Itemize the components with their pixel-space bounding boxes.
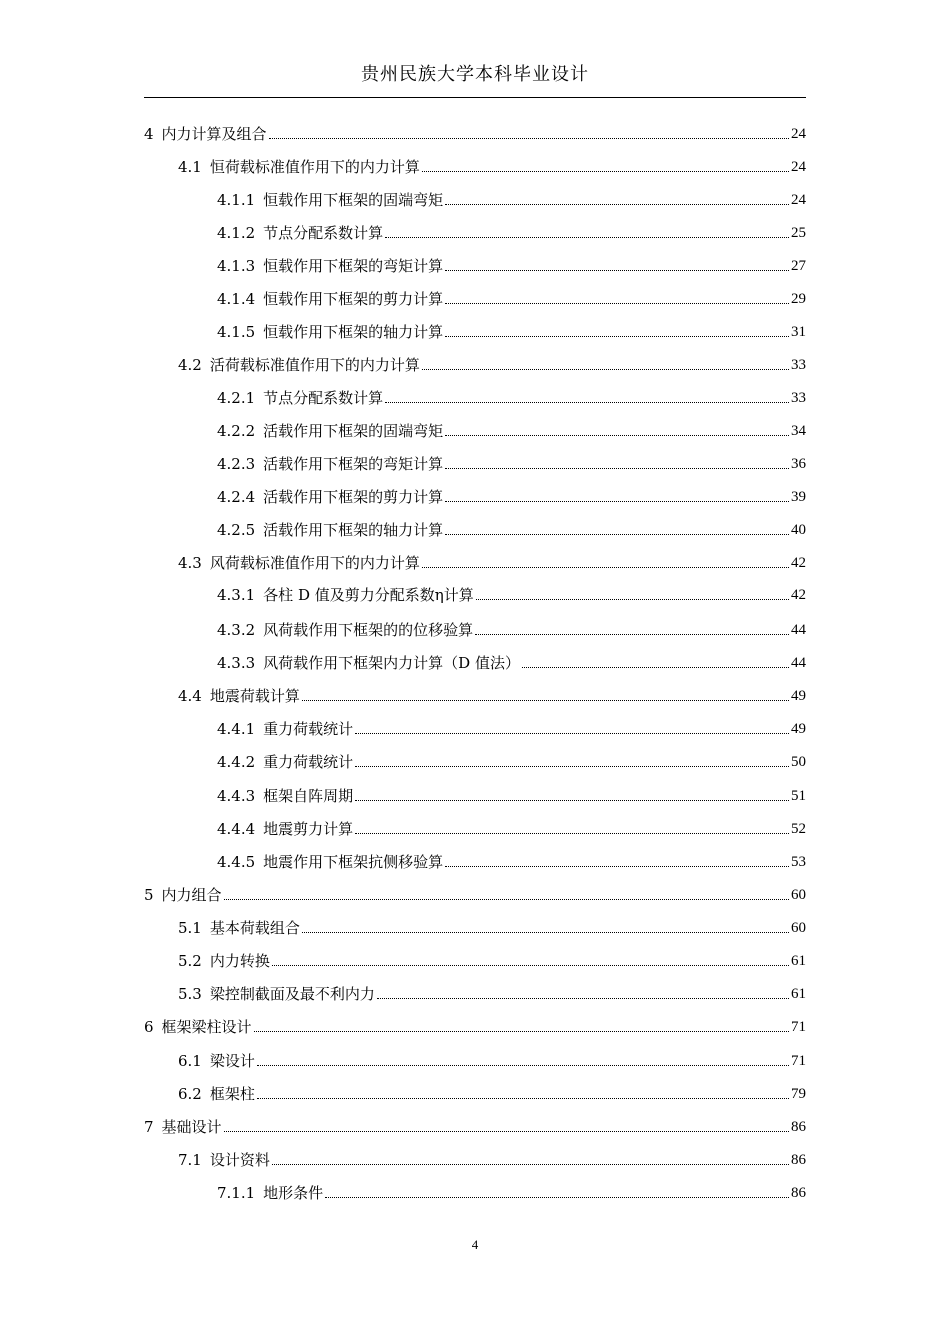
- toc-entry-number: 5: [144, 886, 154, 904]
- toc-entry-title: 风荷载标准值作用下的内力计算: [209, 554, 420, 572]
- toc-dot-leader: [445, 534, 789, 535]
- toc-entry-title: 活载作用下框架的轴力计算: [263, 521, 444, 539]
- toc-entry-number: 4.1: [178, 158, 202, 176]
- toc-dot-leader: [272, 965, 789, 966]
- toc-entry-page: 27: [791, 258, 806, 274]
- toc-entry[interactable]: [217, 322, 806, 342]
- toc-dot-leader: [476, 599, 789, 600]
- toc-entry-number: 4.1.5: [217, 323, 256, 341]
- toc-entry-page: 34: [791, 423, 806, 439]
- toc-entry-number: 4.4.5: [217, 853, 256, 871]
- toc-dot-leader: [257, 1065, 789, 1066]
- toc-entry-number: 4.4.1: [217, 720, 256, 738]
- toc-entry-number: 6.2: [178, 1085, 202, 1103]
- toc-entry-number: 4.4: [178, 687, 202, 705]
- toc-entry-title: 梁控制截面及最不利内力: [209, 985, 375, 1003]
- toc-entry-page: 24: [791, 159, 806, 175]
- toc-entry-page: 52: [791, 821, 806, 837]
- toc-entry-page: 60: [791, 920, 806, 936]
- toc-entry-page: 79: [791, 1086, 806, 1102]
- toc-entry-title: 活载作用下框架的弯矩计算: [263, 455, 444, 473]
- toc-entry-title: 地震荷载计算: [209, 687, 300, 705]
- toc-entry-page: 44: [791, 622, 806, 638]
- toc-entry[interactable]: [178, 918, 806, 938]
- toc-entry-title: 活载作用下框架的固端弯矩: [263, 422, 444, 440]
- toc-entry-title: 活载作用下框架的剪力计算: [263, 488, 444, 506]
- toc-dot-leader: [355, 833, 789, 834]
- toc-entry-title: 活荷载标准值作用下的内力计算: [209, 356, 420, 374]
- toc-entry-page: 42: [791, 587, 806, 603]
- toc-entry[interactable]: [217, 786, 806, 806]
- toc-entry-title: 地形条件: [263, 1184, 324, 1202]
- toc-entry[interactable]: [178, 686, 806, 706]
- toc-dot-leader: [355, 766, 789, 767]
- toc-entry[interactable]: [217, 289, 806, 309]
- toc-entry[interactable]: [217, 653, 806, 673]
- toc-entry-number: 4.4.4: [217, 820, 256, 838]
- toc-entry-title: 框架自阵周期: [263, 787, 354, 805]
- toc-entry[interactable]: [178, 984, 806, 1004]
- toc-entry-title: 恒荷载标准值作用下的内力计算: [209, 158, 420, 176]
- toc-dot-leader: [445, 435, 789, 436]
- toc-entry-number: 4.2.2: [217, 422, 256, 440]
- toc-entry[interactable]: [178, 553, 806, 573]
- toc-dot-leader: [445, 501, 789, 502]
- toc-entry[interactable]: [144, 1017, 806, 1037]
- toc-dot-leader: [445, 270, 789, 271]
- toc-entry-page: 61: [791, 986, 806, 1002]
- toc-entry-number: 7.1.1: [217, 1184, 256, 1202]
- toc-dot-leader: [325, 1197, 789, 1198]
- toc-entry-page: 31: [791, 324, 806, 340]
- toc-entry[interactable]: [217, 388, 806, 408]
- toc-entry[interactable]: [217, 487, 806, 507]
- toc-entry[interactable]: [217, 421, 806, 441]
- toc-entry-title: 恒载作用下框架的轴力计算: [263, 323, 444, 341]
- toc-dot-leader: [445, 204, 789, 205]
- toc-entry-title: 内力转换: [209, 952, 270, 970]
- toc-dot-leader: [272, 1164, 789, 1165]
- toc-entry-number: 4.1.1: [217, 191, 256, 209]
- toc-entry[interactable]: [178, 1084, 806, 1104]
- toc-entry[interactable]: [178, 355, 806, 375]
- toc-dot-leader: [522, 667, 789, 668]
- toc-entry[interactable]: [217, 852, 806, 872]
- toc-entry-page: 49: [791, 688, 806, 704]
- toc-entry-title: 内力组合: [161, 886, 222, 904]
- toc-entry-page: 39: [791, 489, 806, 505]
- toc-entry[interactable]: [178, 1051, 806, 1071]
- toc-entry-number: 4.3.2: [217, 621, 256, 639]
- toc-entry-page: 50: [791, 754, 806, 770]
- toc-entry[interactable]: [217, 1183, 806, 1203]
- toc-entry-number: 6.1: [178, 1052, 202, 1070]
- toc-entry-number: 4.2.1: [217, 389, 256, 407]
- toc-entry-page: 25: [791, 225, 806, 241]
- toc-entry-page: 71: [791, 1053, 806, 1069]
- toc-entry-page: 42: [791, 555, 806, 571]
- toc-entry-title: 设计资料: [209, 1151, 270, 1169]
- toc-dot-leader: [355, 733, 789, 734]
- toc-dot-leader: [224, 899, 789, 900]
- toc-entry[interactable]: [178, 951, 806, 971]
- toc-entry[interactable]: [178, 1150, 806, 1170]
- page-header-title: 贵州民族大学本科毕业设计: [361, 64, 589, 85]
- toc-entry-number: 4.2.3: [217, 455, 256, 473]
- toc-entry-page: 24: [791, 126, 806, 142]
- toc-dot-leader: [445, 468, 789, 469]
- toc-dot-leader: [257, 1098, 789, 1099]
- toc-entry-title: 框架柱: [209, 1085, 255, 1103]
- toc-dot-leader: [377, 998, 789, 999]
- toc-entry-title: 恒载作用下框架的固端弯矩: [263, 191, 444, 209]
- toc-entry-page: 40: [791, 522, 806, 538]
- toc-entry[interactable]: [217, 190, 806, 210]
- toc-entry-page: 51: [791, 788, 806, 804]
- toc-entry[interactable]: [217, 752, 806, 772]
- toc-entry[interactable]: [144, 1117, 806, 1137]
- toc-entry[interactable]: [217, 819, 806, 839]
- toc-dot-leader: [385, 237, 789, 238]
- toc-entry-title: 基本荷载组合: [209, 919, 300, 937]
- toc-entry-title: 恒载作用下框架的剪力计算: [263, 290, 444, 308]
- toc-entry[interactable]: [217, 454, 806, 474]
- toc-entry-number: 5.2: [178, 952, 202, 970]
- toc-entry-title: 恒载作用下框架的弯矩计算: [263, 257, 444, 275]
- toc-dot-leader: [422, 171, 789, 172]
- toc-entry-title: 各柱 D 值及剪力分配系数η计算: [263, 586, 474, 604]
- toc-dot-leader: [445, 336, 789, 337]
- page-number: 4: [471, 1237, 479, 1252]
- toc-entry-page: 33: [791, 357, 806, 373]
- toc-entry-page: 61: [791, 953, 806, 969]
- toc-entry-title: 内力计算及组合: [161, 125, 267, 143]
- toc-entry[interactable]: [217, 223, 806, 243]
- toc-entry-number: 4.3.1: [217, 586, 256, 604]
- toc-dot-leader: [445, 303, 789, 304]
- toc-entry-title: 框架梁柱设计: [161, 1018, 252, 1036]
- toc-entry-number: 5.1: [178, 919, 202, 937]
- toc-dot-leader: [385, 402, 789, 403]
- toc-entry-number: 7.1: [178, 1151, 202, 1169]
- toc-entry-title: 地震剪力计算: [263, 820, 354, 838]
- toc-entry-number: 4.1.3: [217, 257, 256, 275]
- toc-entry[interactable]: [217, 620, 806, 640]
- toc-entry-number: 4.1.4: [217, 290, 256, 308]
- toc-dot-leader: [269, 138, 789, 139]
- toc-entry[interactable]: [217, 256, 806, 276]
- toc-entry-page: 86: [791, 1152, 806, 1168]
- toc-entry-title: 梁设计: [209, 1052, 255, 1070]
- toc-dot-leader: [302, 700, 789, 701]
- toc-entry-page: 71: [791, 1019, 806, 1035]
- toc-entry[interactable]: [144, 885, 806, 905]
- toc-entry-number: 4.2.4: [217, 488, 256, 506]
- toc-entry-number: 4.2: [178, 356, 202, 374]
- toc-entry-page: 86: [791, 1119, 806, 1135]
- toc-dot-leader: [224, 1131, 789, 1132]
- toc-entry[interactable]: [144, 124, 806, 144]
- toc-entry-page: 36: [791, 456, 806, 472]
- toc-entry[interactable]: [178, 157, 806, 177]
- toc-entry[interactable]: [217, 520, 806, 540]
- toc-entry-title: 节点分配系数计算: [263, 389, 384, 407]
- toc-entry-number: 4.4.3: [217, 787, 256, 805]
- toc-entry-page: 60: [791, 887, 806, 903]
- toc-dot-leader: [475, 634, 789, 635]
- toc-entry-title: 重力荷载统计: [263, 753, 354, 771]
- toc-dot-leader: [302, 932, 789, 933]
- toc-dot-leader: [355, 800, 789, 801]
- toc-entry-number: 4.3.3: [217, 654, 256, 672]
- toc-entry-page: 44: [791, 655, 806, 671]
- toc-dot-leader: [445, 866, 789, 867]
- toc-dot-leader: [422, 567, 789, 568]
- toc-entry-page: 53: [791, 854, 806, 870]
- toc-entry-number: 4.1.2: [217, 224, 256, 242]
- toc-entry-title: 基础设计: [161, 1118, 222, 1136]
- toc-entry-number: 5.3: [178, 985, 202, 1003]
- toc-entry-title: 风荷载作用下框架内力计算（D 值法）: [263, 654, 520, 672]
- toc-entry-page: 49: [791, 721, 806, 737]
- toc-entry-page: 29: [791, 291, 806, 307]
- toc-entry-number: 4.4.2: [217, 753, 256, 771]
- toc-dot-leader: [254, 1031, 789, 1032]
- toc-entry-page: 24: [791, 192, 806, 208]
- toc-entry-number: 4.3: [178, 554, 202, 572]
- toc-entry-title: 节点分配系数计算: [263, 224, 384, 242]
- toc-entry-title: 重力荷载统计: [263, 720, 354, 738]
- toc-dot-leader: [422, 369, 789, 370]
- toc-entry-title: 风荷载作用下框架的的位移验算: [263, 621, 474, 639]
- toc-entry-number: 7: [144, 1118, 154, 1136]
- toc-entry[interactable]: [217, 585, 806, 605]
- toc-entry-title: 地震作用下框架抗侧移验算: [263, 853, 444, 871]
- toc-entry-number: 6: [144, 1018, 154, 1036]
- toc-entry[interactable]: [217, 719, 806, 739]
- toc-entry-page: 33: [791, 390, 806, 406]
- toc-entry-number: 4: [144, 125, 154, 143]
- toc-entry-number: 4.2.5: [217, 521, 256, 539]
- toc-entry-page: 86: [791, 1185, 806, 1201]
